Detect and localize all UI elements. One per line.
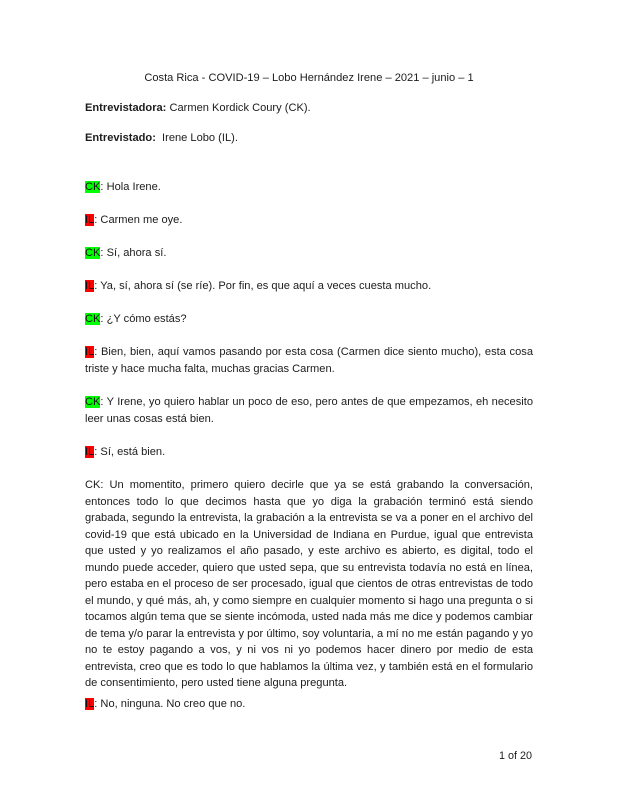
dialogue-text: : No, ninguna. No creo que no. (94, 697, 246, 710)
dialogue-text: : Y Irene, yo quiero hablar un poco de eso, pero antes de que empezamos, eh necesito leer unas cosas está bien. (85, 396, 537, 425)
speaker-tag-il: IL (85, 346, 95, 358)
dialogue-text: : Bien, bien, aquí vamos pasando por esta cosa (Carmen dice siento mucho), esta cosa triste y hace mucha falta, muchas gracias Carmen. (85, 346, 537, 375)
speaker-tag-il: IL (85, 446, 95, 458)
dialogue-line (85, 278, 533, 295)
dialogue-line (85, 444, 533, 461)
interviewee-line (85, 130, 533, 147)
dialogue-text: : Sí, está bien. (94, 446, 166, 458)
page-number: 1 of 20 (498, 750, 532, 762)
dialogue-line (85, 179, 533, 196)
consent-monologue: CK: Un momentito, primero quiero decirle que ya se está grabando la conversación, entonces todo lo que decimos hasta que yo diga la grabación terminó está siendo grabada, segundo la entrevista, la grabación a la entrevista se va a poner en el archivo del covid-19 que está ubicado en la Universidad de Indiana en Purdue, igual que entrevista que usted y yo realizamos el año pasado, y este archivo es abierto, es digital, todo el mundo puede acceder, quiero que usted sepa, que su entrevista todavía no está en línea, pero estaba en el proceso de ser procesado, igual que cientos de otras entrevistas de todo el mundo, y qué más, ah, y como siempre en cualquier momento si hago una pregunta o si tocamos algún tema que se siente incómoda, usted nada más me dice y podemos cambiar de tema y/o parar la entrevista y por último, soy voluntaria, a mí no me están pagando y yo no te estoy pagando a vos, y ni vos ni yo podemos hacer dinero por medio de esta entrevista, creo que es todo lo que hablamos la última vez, y también está en el formulario de consentimiento, pero usted tiene alguna pregunta. (85, 479, 533, 689)
dialogue-text: : Hola Irene. (100, 181, 161, 193)
dialogue-text: : Carmen me oye. (94, 214, 183, 226)
page-title: Costa Rica - COVID-19 – Lobo Hernández Irene – 2021 – junio – 1 (144, 72, 474, 84)
dialogue-text: : Sí, ahora sí. (100, 247, 167, 259)
speaker-tag-il: IL (85, 280, 95, 292)
dialogue-line (85, 245, 533, 262)
interviewer-name: Carmen Kordick Coury (CK). (166, 102, 311, 114)
speaker-tag-ck: CK (85, 181, 101, 193)
dialogue-line (85, 212, 533, 229)
speaker-tag-ck: CK (85, 313, 101, 325)
dialogue-text: : ¿Y cómo estás? (100, 313, 187, 325)
speaker-tag-ck: CK (85, 247, 101, 259)
dialogue-text: : Ya, sí, ahora sí (se ríe). Por fin, es que aquí a veces cuesta mucho. (94, 280, 432, 292)
speaker-tag-il: IL (85, 697, 95, 710)
dialogue-line (85, 311, 533, 328)
interviewer-line (85, 100, 533, 117)
dialogue-line (85, 394, 537, 428)
interviewee-label: Entrevistado: (85, 132, 156, 144)
speaker-tag-ck: CK (85, 396, 101, 408)
dialogue-line (85, 696, 533, 713)
dialogue-line (85, 344, 537, 378)
speaker-tag-il: IL (85, 214, 95, 226)
interviewer-label: Entrevistadora: (85, 102, 167, 114)
interviewee-name: Irene Lobo (IL). (155, 132, 238, 144)
